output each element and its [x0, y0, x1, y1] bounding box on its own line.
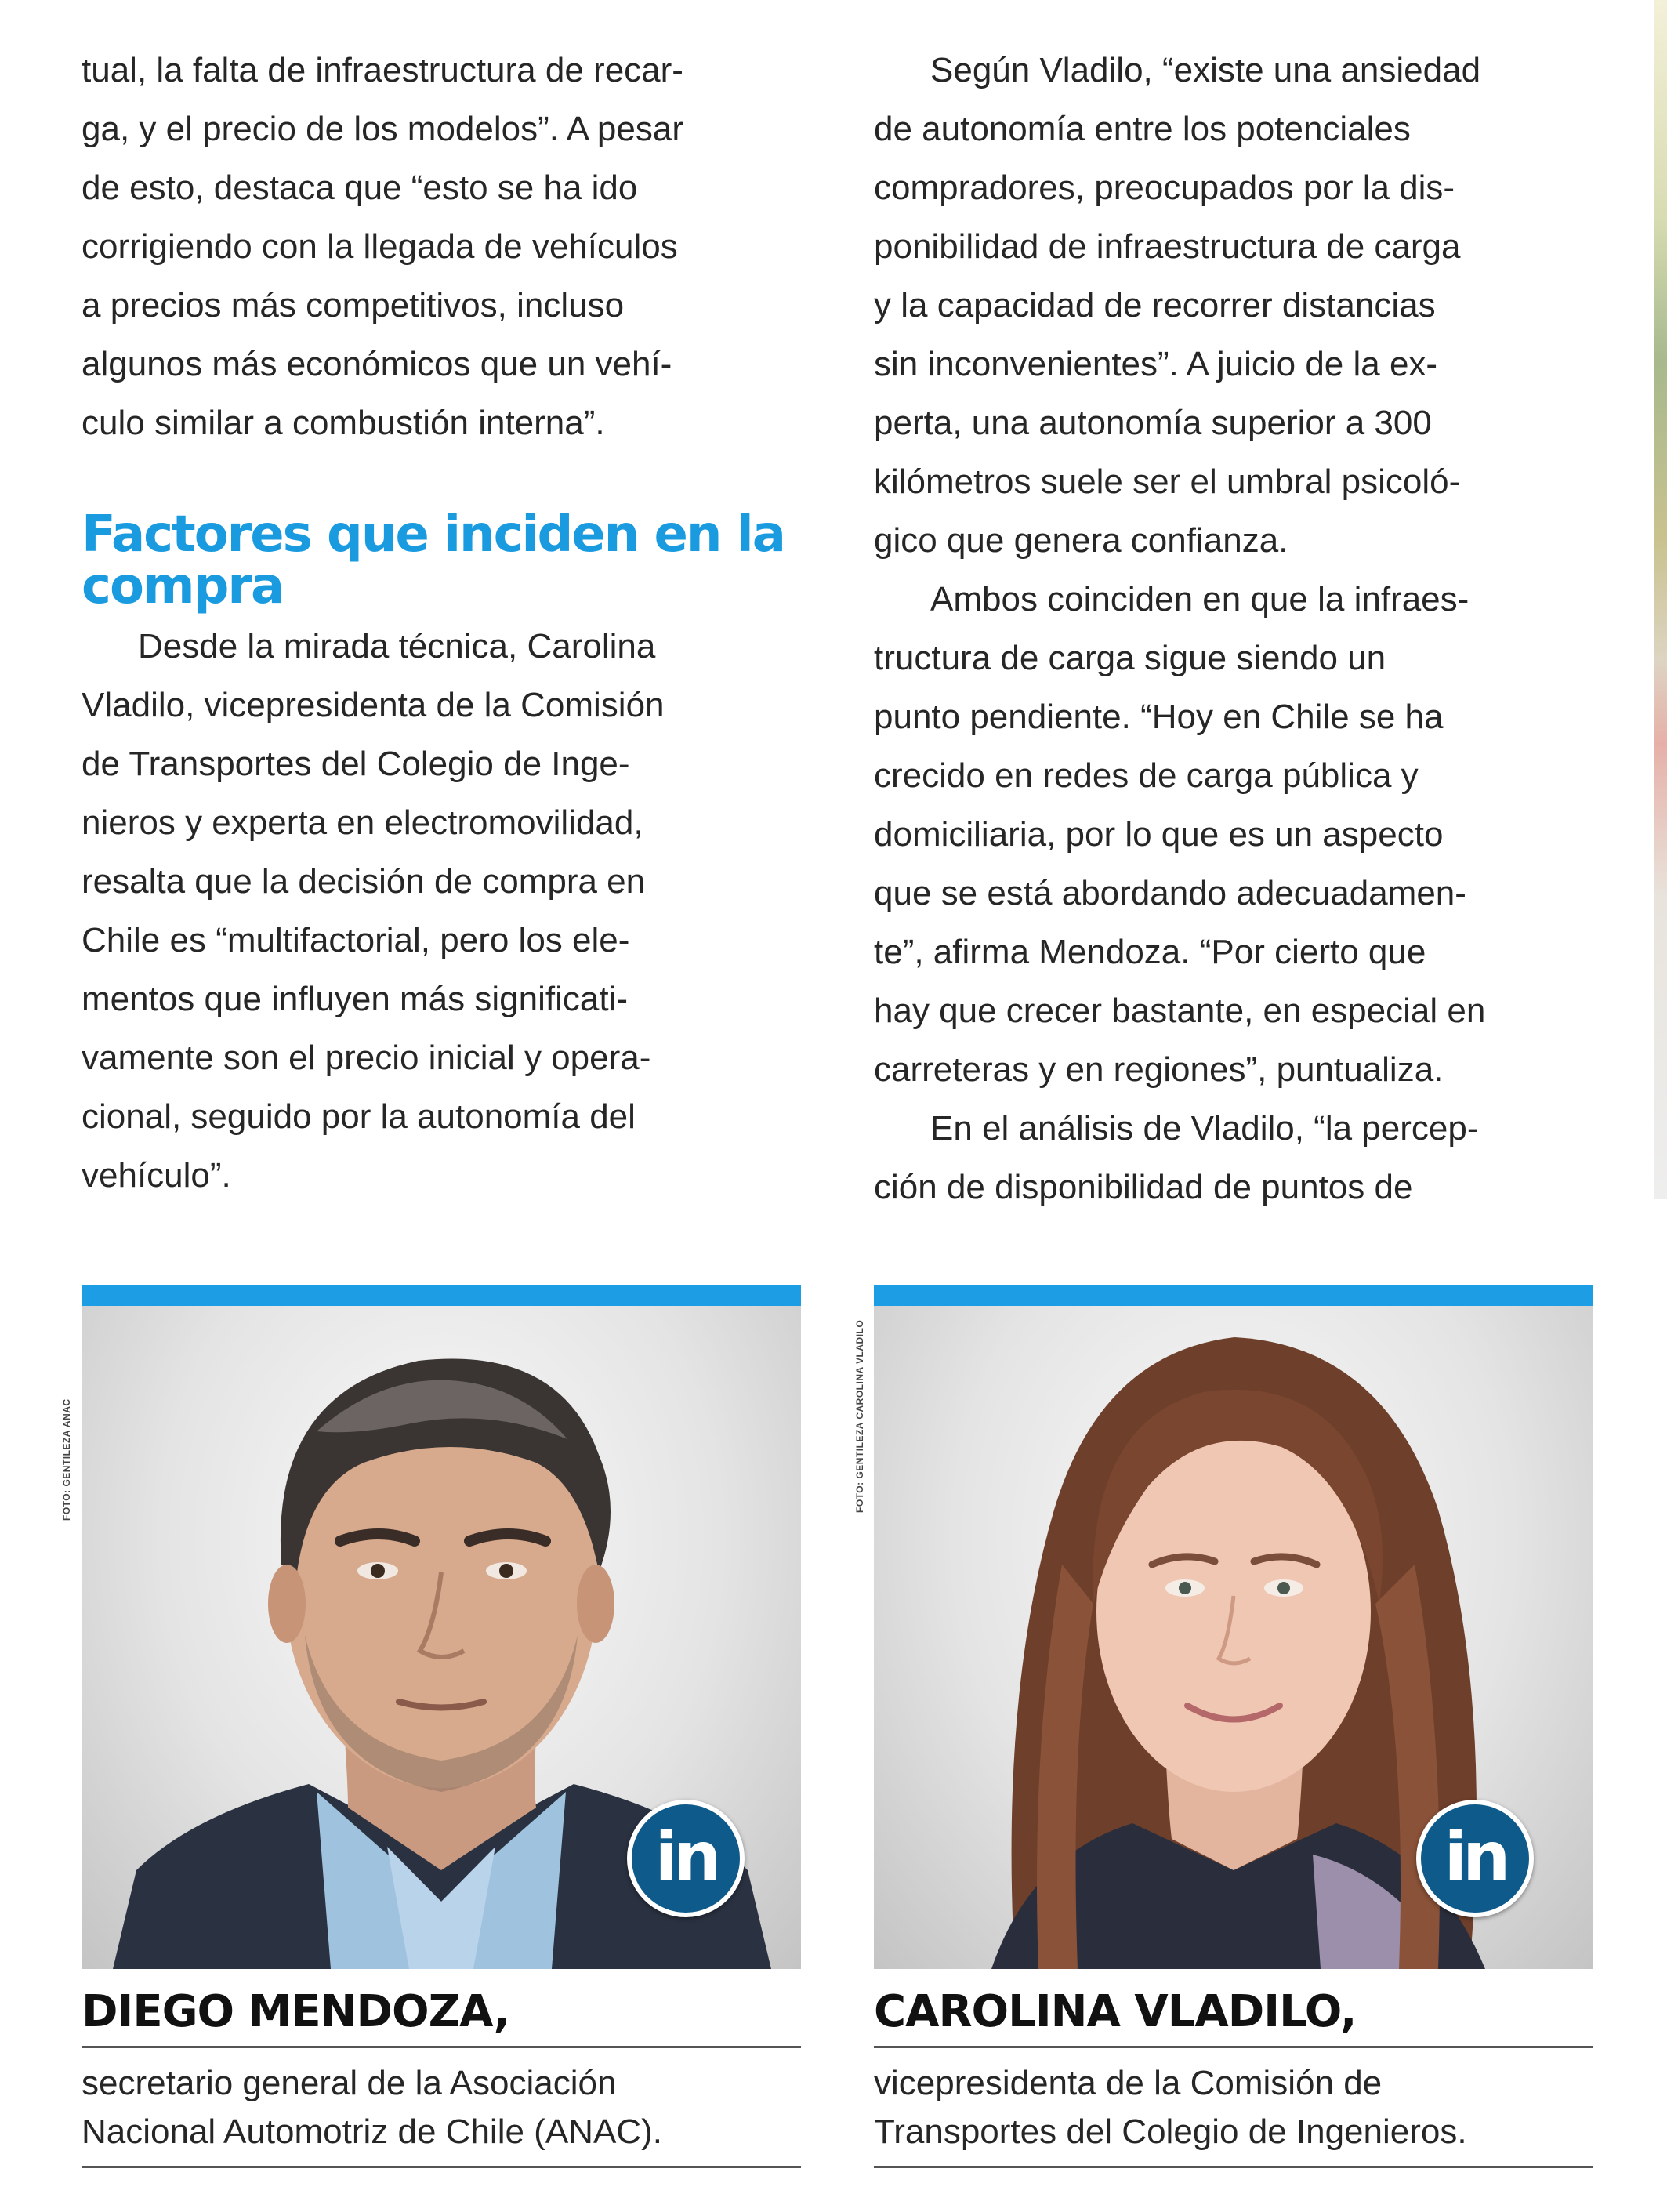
text-line: ga, y el precio de los modelos”. A pesar	[82, 110, 683, 148]
heading-line: Factores que inciden en la	[82, 506, 785, 564]
card-accent-bar	[874, 1285, 1593, 1306]
role-line: secretario general de la Asociación	[82, 2064, 617, 2102]
text-line: Según Vladilo, “existe una ansiedad	[930, 51, 1481, 89]
paragraph	[874, 1099, 1595, 1217]
text-line: que se está abordando adecuadamen-	[874, 874, 1466, 912]
text-line: carreteras y en regiones”, puntualiza.	[874, 1050, 1444, 1089]
photo-credit-text: FOTO: GENTILEZA CAROLINA VLADILO	[854, 1319, 865, 1513]
portrait-photo	[82, 1306, 801, 1969]
profile-card-mendoza	[82, 1285, 801, 2168]
paragraph	[82, 617, 803, 1205]
text-line: Ambos coinciden en que la infraes-	[930, 580, 1469, 618]
text-line: culo similar a combustión interna”.	[82, 404, 605, 442]
text-line: algunos más económicos que un vehí-	[82, 345, 672, 383]
section-heading	[82, 506, 803, 615]
profile-role	[82, 2048, 801, 2168]
text-line: sin inconvenientes”. A juicio de la ex-	[874, 345, 1438, 383]
text-line: de esto, destaca que “esto se ha ido	[82, 169, 638, 207]
text-line: crecido en redes de carga pública y	[874, 756, 1419, 795]
text-line: tructura de carga sigue siendo un	[874, 639, 1386, 677]
text-line: En el análisis de Vladilo, “la percep-	[930, 1109, 1479, 1148]
paragraph	[874, 41, 1595, 570]
article-right-column	[874, 41, 1595, 1217]
text-line: de autonomía entre los potenciales	[874, 110, 1411, 148]
article-left-column	[82, 41, 803, 1205]
role-line: vicepresidenta de la Comisión de	[874, 2064, 1383, 2102]
heading-line: compra	[82, 557, 284, 615]
text-line: ponibilidad de infraestructura de carga	[874, 227, 1461, 266]
text-line: a precios más competitivos, incluso	[82, 286, 625, 325]
text-line: y la capacidad de recorrer distancias	[874, 286, 1436, 325]
text-line: kilómetros suele ser el umbral psicoló-	[874, 462, 1461, 501]
role-line: Nacional Automotriz de Chile (ANAC).	[82, 2112, 662, 2151]
text-line: de Transportes del Colegio de Inge-	[82, 745, 630, 783]
text-line: vamente son el precio inicial y opera-	[82, 1039, 651, 1077]
text-line: resalta que la decisión de compra en	[82, 862, 646, 901]
linkedin-icon[interactable]: in	[1416, 1800, 1534, 1917]
text-line: Desde la mirada técnica, Carolina	[138, 627, 656, 665]
text-line: mentos que influyen más significati-	[82, 980, 628, 1018]
paragraph	[82, 41, 803, 452]
profile-card-vladilo	[874, 1285, 1593, 2168]
text-line: nieros y experta en electromovilidad,	[82, 803, 643, 842]
page-edge-strip	[1654, 0, 1667, 1199]
card-accent-bar	[82, 1285, 801, 1306]
photo-credit	[848, 1285, 872, 1521]
text-line: cional, seguido por la autonomía del	[82, 1097, 636, 1136]
text-line: hay que crecer bastante, en especial en	[874, 992, 1486, 1030]
text-line: compradores, preocupados por la dis-	[874, 169, 1455, 207]
profile-name: CAROLINA VLADILO,	[874, 1986, 1593, 2048]
text-line: te”, afirma Mendoza. “Por cierto que	[874, 933, 1426, 971]
text-line: vehículo”.	[82, 1156, 231, 1195]
linkedin-icon[interactable]: in	[627, 1800, 745, 1917]
photo-credit-text: FOTO: GENTILEZA ANAC	[61, 1398, 72, 1521]
text-line: punto pendiente. “Hoy en Chile se ha	[874, 698, 1444, 736]
paragraph	[874, 570, 1595, 1099]
text-line: tual, la falta de infraestructura de recar-	[82, 51, 683, 89]
portrait-photo	[874, 1306, 1593, 1969]
text-line: Vladilo, vicepresidenta de la Comisión	[82, 686, 665, 724]
text-line: domiciliaria, por lo que es un aspecto	[874, 815, 1444, 854]
text-line: ción de disponibilidad de puntos de	[874, 1168, 1413, 1206]
text-line: gico que genera confianza.	[874, 521, 1288, 560]
text-line: perta, una autonomía superior a 300	[874, 404, 1432, 442]
text-line: corrigiendo con la llegada de vehículos	[82, 227, 678, 266]
photo-credit	[55, 1285, 78, 1521]
profile-name: DIEGO MENDOZA,	[82, 1986, 801, 2048]
text-line: Chile es “multifactorial, pero los ele-	[82, 921, 630, 959]
profile-role	[874, 2048, 1593, 2168]
role-line: Transportes del Colegio de Ingenieros.	[874, 2112, 1467, 2151]
